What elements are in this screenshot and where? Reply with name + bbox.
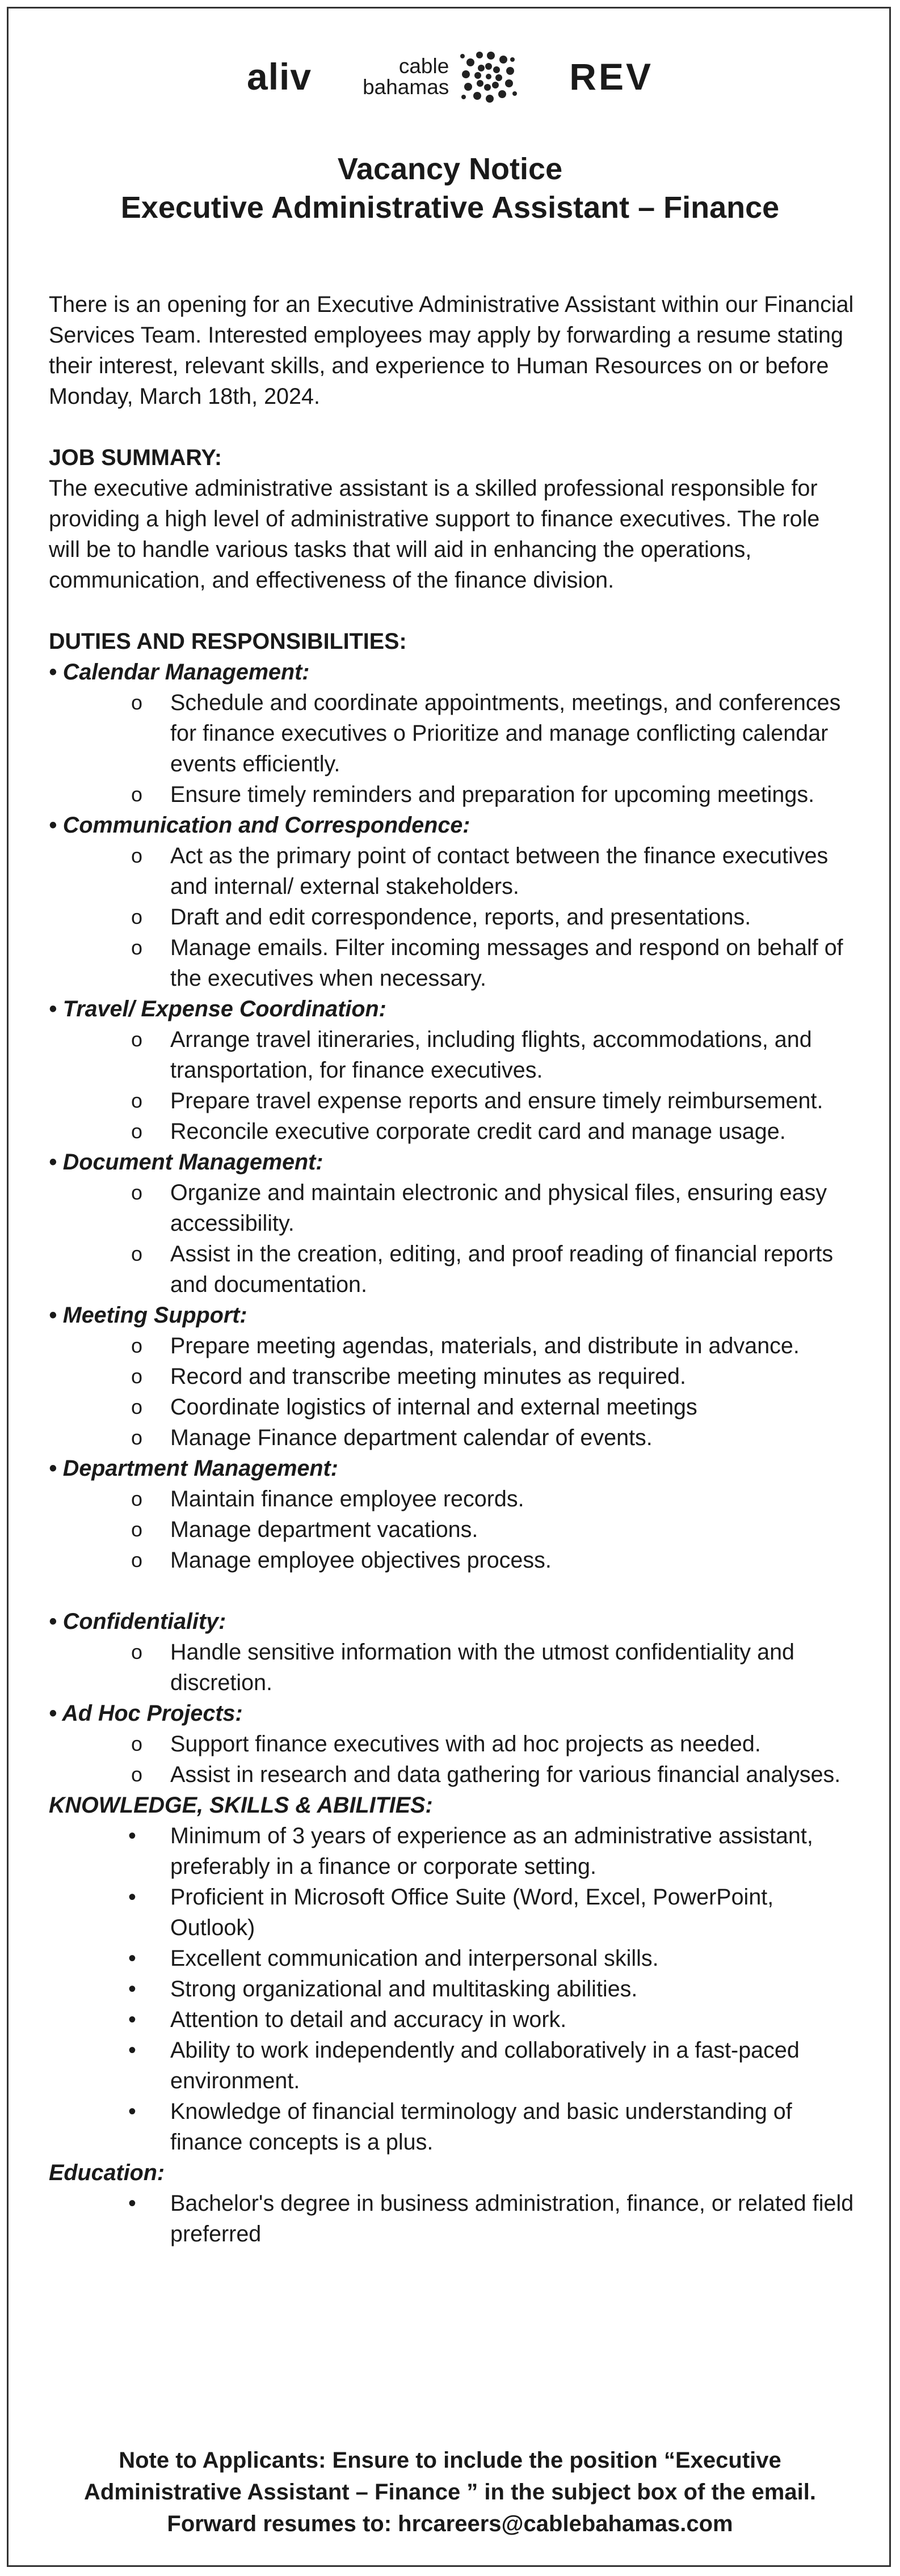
duty-item: [49, 779, 855, 810]
circle-bullet-icon: o: [131, 1487, 143, 1510]
page-heading: [0, 150, 900, 227]
duty-category: • Ad Hoc Projects:: [49, 1701, 243, 1726]
duty-item-text: Manage emails. Filter incoming messages and respond on behalf of the executives when necessary.: [170, 935, 843, 991]
cable-bahamas-logo: [363, 47, 518, 106]
duty-item-text: Coordinate logistics of internal and external meetings: [170, 1395, 697, 1420]
circle-bullet-icon: o: [131, 1334, 143, 1357]
duty-item-text: Manage Finance department calendar of events.: [170, 1425, 653, 1450]
applicant-note: [0, 2444, 900, 2540]
circle-bullet-icon: o: [131, 1763, 143, 1786]
bullet-icon: •: [128, 1823, 136, 1848]
duty-item: [49, 1545, 855, 1576]
duty-item: [49, 1116, 855, 1147]
bullet-icon: •: [128, 2191, 136, 2216]
bullet-icon: •: [128, 1946, 136, 1971]
ksa-heading: KNOWLEDGE, SKILLS & ABILITIES:: [49, 1793, 433, 1818]
circle-bullet-icon: o: [131, 1395, 143, 1418]
bullet-icon: •: [128, 2038, 136, 2063]
ksa-item: [49, 2004, 855, 2035]
duty-item: [49, 687, 855, 779]
note-line-1: Note to Applicants: Ensure to include the position “Executive: [119, 2448, 781, 2473]
duty-item-text: Manage employee objectives process.: [170, 1548, 552, 1573]
intro-paragraph: There is an opening for an Executive Administrative Assistant within our Financial Services Team. Interested employees may apply by forwarding a resume stating their interest, relevant skills, and experience to Human Resources on or before Monday, March 18th, 2024.: [49, 292, 854, 409]
duty-item-text: Record and transcribe meeting minutes as required.: [170, 1364, 686, 1389]
notice-body: [49, 289, 855, 2249]
duty-category: • Travel/ Expense Coordination:: [49, 996, 386, 1021]
circle-bullet-icon: o: [131, 783, 143, 806]
ksa-item-text: Knowledge of financial terminology and basic understanding of finance concepts is a plus.: [170, 2099, 792, 2155]
job-summary-heading: JOB SUMMARY:: [49, 445, 222, 470]
duty-item: [49, 1759, 855, 1790]
ksa-item: [49, 1821, 855, 1882]
circle-bullet-icon: o: [131, 691, 143, 714]
circle-bullet-icon: o: [131, 905, 143, 928]
duty-item-text: Prepare travel expense reports and ensure timely reimbursement.: [170, 1088, 823, 1113]
aliv-logo: aliv: [246, 56, 312, 98]
duty-item-text: Handle sensitive information with the utmost confidentiality and discretion.: [170, 1640, 795, 1695]
duty-item-text: Prepare meeting agendas, materials, and distribute in advance.: [170, 1333, 800, 1358]
ksa-item: [49, 2096, 855, 2157]
circle-bullet-icon: o: [131, 844, 143, 867]
duty-item: [49, 1392, 855, 1422]
duty-item-text: Reconcile executive corporate credit card and manage usage.: [170, 1119, 786, 1144]
ksa-item-text: Proficient in Microsoft Office Suite (Word, Excel, PowerPoint, Outlook): [170, 1885, 774, 1940]
ksa-item-text: Attention to detail and accuracy in work.: [170, 2007, 567, 2032]
duty-item: [49, 1239, 855, 1300]
ksa-item: [49, 1943, 855, 1974]
bullet-icon: •: [128, 2099, 136, 2124]
rev-logo: REV: [569, 56, 654, 98]
circle-bullet-icon: o: [131, 1089, 143, 1112]
duty-item: [49, 1514, 855, 1545]
duty-item-text: Organize and maintain electronic and physical files, ensuring easy accessibility.: [170, 1180, 827, 1236]
education-item: [49, 2188, 855, 2249]
duty-item: [49, 841, 855, 902]
duty-item: [49, 1729, 855, 1759]
bullet-icon: •: [128, 1977, 136, 2001]
circle-bullet-icon: o: [131, 1242, 143, 1265]
duty-item: [49, 1331, 855, 1361]
duty-category: • Calendar Management:: [49, 660, 310, 685]
duty-item: [49, 1086, 855, 1116]
duty-item-text: Support finance executives with ad hoc projects as needed.: [170, 1732, 761, 1756]
ksa-item: [49, 1882, 855, 1943]
duty-item: [49, 1361, 855, 1392]
spacer: [49, 1576, 855, 1606]
ksa-item-text: Minimum of 3 years of experience as an administrative assistant, preferably in a finance or corporate setting.: [170, 1823, 813, 1879]
duty-item-text: Assist in research and data gathering for various financial analyses.: [170, 1762, 841, 1787]
circle-bullet-icon: o: [131, 1548, 143, 1572]
circle-bullet-icon: o: [131, 1181, 143, 1204]
ksa-item-text: Excellent communication and interpersonal skills.: [170, 1946, 659, 1971]
duty-item: [49, 1637, 855, 1698]
logo-bar: [0, 34, 900, 119]
note-line-2: Administrative Assistant – Finance ” in the subject box of the email.: [84, 2480, 816, 2505]
circle-bullet-icon: o: [131, 1426, 143, 1449]
page-subtitle: Executive Administrative Assistant – Finance: [120, 190, 780, 225]
circle-bullet-icon: o: [131, 1365, 143, 1388]
duty-item-text: Assist in the creation, editing, and proof reading of financial reports and documentation.: [170, 1241, 834, 1297]
education-item-text: Bachelor's degree in business administration, finance, or related field preferred: [170, 2191, 854, 2246]
duty-category: • Document Management:: [49, 1150, 323, 1175]
circle-bullet-icon: o: [131, 1028, 143, 1051]
cable-bahamas-line2: bahamas: [363, 75, 449, 99]
bullet-icon: •: [128, 1885, 136, 1910]
duty-item-text: Draft and edit correspondence, reports, and presentations.: [170, 905, 751, 930]
ksa-item-text: Ability to work independently and collaboratively in a fast-paced environment.: [170, 2038, 800, 2093]
circle-bullet-icon: o: [131, 1732, 143, 1755]
duty-category: • Meeting Support:: [49, 1303, 247, 1328]
duty-item: [49, 1177, 855, 1239]
duty-category: • Communication and Correspondence:: [49, 813, 470, 838]
page-title: Vacancy Notice: [337, 152, 563, 186]
duties-heading: DUTIES AND RESPONSIBILITIES:: [49, 629, 407, 654]
duty-item: [49, 1422, 855, 1453]
duty-item: [49, 1484, 855, 1514]
bullet-icon: •: [128, 2007, 136, 2032]
duty-category: • Department Management:: [49, 1456, 338, 1481]
circle-bullet-icon: o: [131, 1120, 143, 1143]
duty-item-text: Ensure timely reminders and preparation for upcoming meetings.: [170, 782, 815, 807]
duty-item-text: Manage department vacations.: [170, 1517, 478, 1542]
duty-item-text: Arrange travel itineraries, including flights, accommodations, and transportation, for finance executives.: [170, 1027, 812, 1083]
duty-item: [49, 902, 855, 932]
ksa-item: [49, 1974, 855, 2004]
education-heading: Education:: [49, 2160, 165, 2185]
duty-item: [49, 932, 855, 994]
duty-item-text: Schedule and coordinate appointments, meetings, and conferences for finance executives o Prioritize and manage conflicting calendar events efficiently.: [170, 690, 841, 776]
swirl-dots-icon: [459, 47, 518, 106]
ksa-item: [49, 2035, 855, 2096]
job-summary-text: The executive administrative assistant is a skilled professional responsible for providing a high level of administrative support to finance executives. The role will be to handle various tasks that will aid in enhancing the operations, communication, and effectiveness of the finance division.: [49, 476, 820, 593]
circle-bullet-icon: o: [131, 936, 143, 959]
ksa-item-text: Strong organizational and multitasking abilities.: [170, 1977, 638, 2001]
duty-item-text: Maintain finance employee records.: [170, 1487, 524, 1511]
cable-bahamas-line1: cable: [398, 54, 449, 78]
duty-item-text: Act as the primary point of contact between the finance executives and internal/ external stakeholders.: [170, 843, 828, 899]
circle-bullet-icon: o: [131, 1640, 143, 1663]
cable-bahamas-wordmark: [363, 56, 449, 98]
duty-category: • Confidentiality:: [49, 1609, 226, 1634]
note-line-3: Forward resumes to: hrcareers@cablebahamas.com: [167, 2511, 733, 2536]
circle-bullet-icon: o: [131, 1518, 143, 1541]
duty-item: [49, 1024, 855, 1086]
